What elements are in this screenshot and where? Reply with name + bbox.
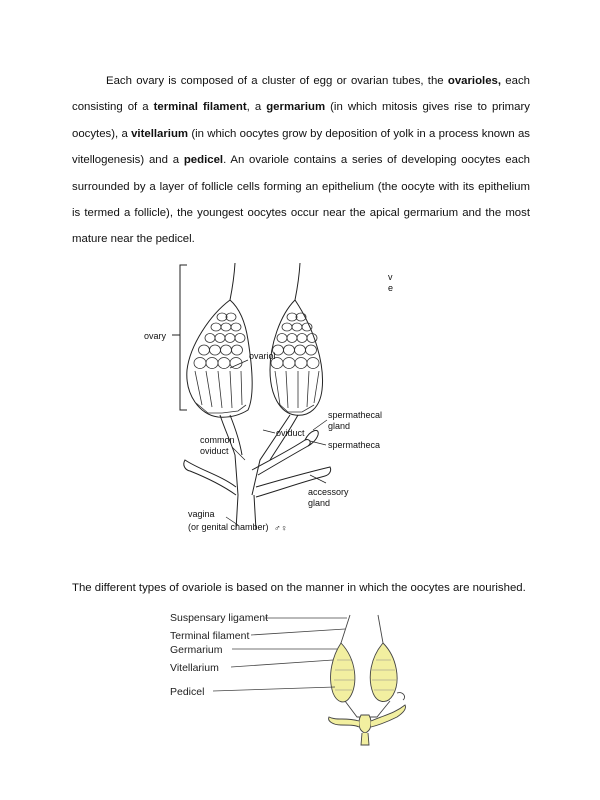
vagina-2: [361, 733, 369, 745]
label-oviduct: oviduct: [276, 428, 305, 438]
label-spermathecal-gland: gland: [328, 421, 351, 431]
intro-text-1: Each ovary is composed of a cluster of egg or ovarian tubes, the: [106, 75, 448, 87]
label-pedicel: Pedicel: [170, 686, 205, 698]
label-accessory: accessory: [308, 487, 349, 497]
sex-symbol: ♂♀: [274, 523, 288, 533]
spermatheca: [252, 440, 310, 475]
intro-text-4: (in which mitosis gives rise to primary oocytes), a: [72, 101, 530, 140]
intro-text-5: (in which oocytes grow by deposition of yolk in a process known as vitellogenesis) and a: [72, 127, 530, 167]
label-spermatheca: spermatheca: [328, 440, 381, 450]
label-common-oviduct: oviduct: [200, 446, 229, 456]
term-terminal-filament: terminal filament: [153, 101, 247, 114]
label-spermathecal: spermathecal: [328, 410, 383, 420]
intro-text-3: , a: [246, 101, 267, 114]
left-oocytes: [194, 313, 246, 413]
label-terminal-filament: Terminal filament: [170, 630, 250, 642]
left-accessory-gland: [184, 460, 236, 495]
label-vitellarium: Vitellarium: [170, 662, 219, 674]
right-ovariole: [370, 643, 397, 702]
label-vagina: vagina: [188, 509, 215, 519]
label-accessory-gland: gland: [308, 498, 331, 508]
right-terminal-filament: [295, 263, 300, 300]
intro-text-6: . An ovariole contains a series of developing oocytes each surrounded by a layer of follicle cells forming an epithelium (the oocyte with its epithelium is termed a follicle), the youngest oocytes occur near the apical germarium and the most mature near the pedicel.: [72, 154, 530, 246]
edge-fragment-1: v: [388, 272, 393, 282]
common-oviduct-2: [359, 715, 371, 733]
ovary-diagram: [130, 255, 430, 545]
ovariole-diagram: [165, 605, 435, 750]
term-pedicel: pedicel: [183, 154, 224, 167]
leader-lines-2: [213, 618, 347, 691]
edge-fragment-2: e: [388, 283, 394, 293]
left-terminal-filament: [230, 263, 235, 300]
spermathecal-gland: [305, 430, 318, 446]
ovary-bracket: [180, 265, 187, 410]
label-ovary: ovary: [144, 331, 167, 341]
label-germarium: Germarium: [170, 644, 223, 656]
right-oviduct: [252, 415, 298, 495]
term-germarium: germarium: [266, 101, 326, 114]
label-suspensory-ligament: Suspensary ligament: [170, 612, 269, 624]
label-common: common: [200, 435, 235, 445]
ovariole-drawing: [329, 615, 406, 745]
left-ovariole: [331, 643, 355, 702]
label-genital-chamber: (or genital chamber): [188, 522, 269, 532]
label-ovariol: ovariol: [249, 351, 276, 361]
term-vitellarium: vitellarium: [131, 127, 189, 140]
term-ovarioles: ovarioles,: [447, 75, 502, 87]
intro-text-2: each consisting of a: [72, 75, 530, 114]
intro-paragraph: [72, 68, 530, 253]
ovariole-types-sentence: The different types of ovariole is based on the manner in which the oocytes are nourished.: [72, 582, 526, 594]
